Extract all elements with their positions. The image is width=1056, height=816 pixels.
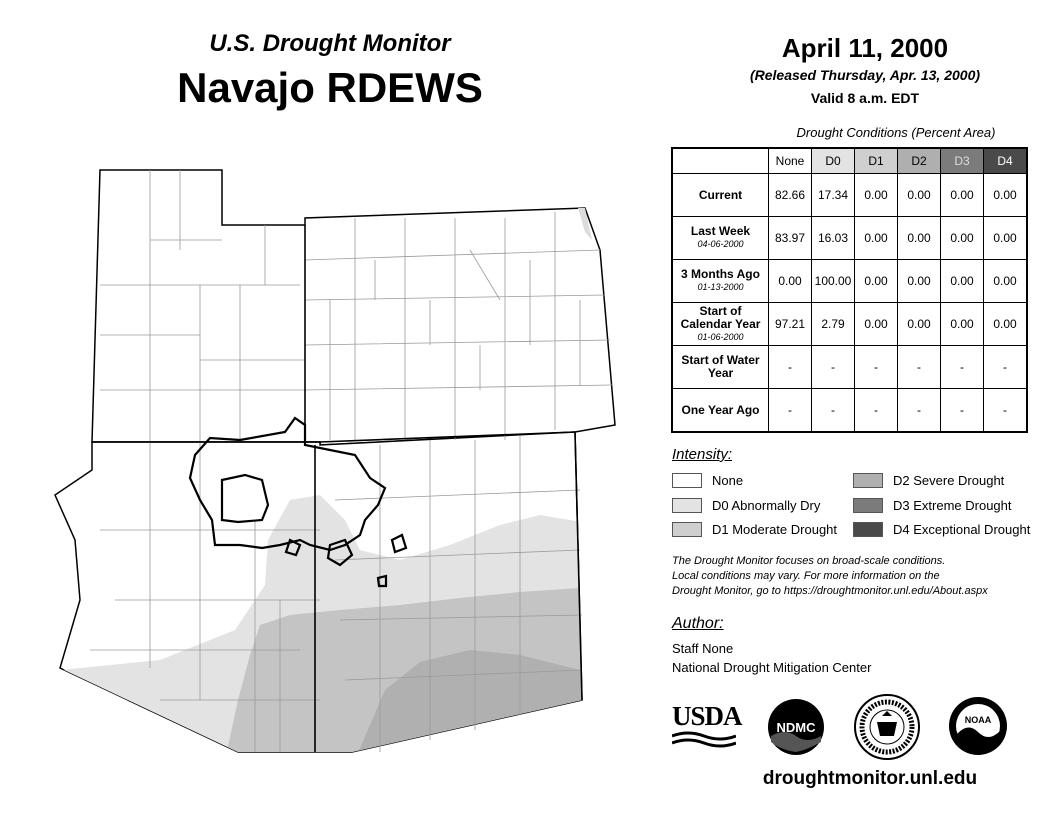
- table-cell: 0.00: [984, 174, 1028, 217]
- table-cell: 97.21: [769, 303, 812, 346]
- noaa-emblem-icon: [948, 696, 1008, 756]
- col-header-d4: D4: [984, 148, 1028, 174]
- table-cell: 0.00: [941, 303, 984, 346]
- note-line-3: Drought Monitor, go to https://droughtmonitor.unl.edu/About.aspx: [672, 585, 988, 597]
- col-header-d1: D1: [855, 148, 898, 174]
- table-cell: -: [769, 346, 812, 389]
- table-cell: 83.97: [769, 217, 812, 260]
- usda-logo-text: USDA: [672, 701, 742, 731]
- row-label: [672, 346, 769, 389]
- table-cell: -: [855, 346, 898, 389]
- drought-stats-table: [671, 147, 1028, 433]
- note-line-1: The Drought Monitor focuses on broad-scale conditions.: [672, 555, 946, 567]
- table-cell: 0.00: [941, 217, 984, 260]
- table-cell: 17.34: [812, 174, 855, 217]
- author-title: Author:: [672, 615, 724, 632]
- table-cell: 0.00: [855, 260, 898, 303]
- table-row-three-months-ago: [672, 260, 1027, 303]
- row-label-text: Start of Calendar Year: [680, 303, 761, 331]
- table-cell: 16.03: [812, 217, 855, 260]
- table-cell: 0.00: [898, 217, 941, 260]
- table-header-row: [672, 148, 1027, 174]
- disclaimer-note: [672, 554, 1042, 599]
- table-cell: -: [898, 346, 941, 389]
- table-cell: 0.00: [941, 174, 984, 217]
- legend-swatch: [853, 473, 883, 488]
- table-cell: 0.00: [855, 217, 898, 260]
- map-title: Navajo RDEWS: [177, 64, 483, 111]
- legend-label: D2 Severe Drought: [893, 472, 1005, 488]
- row-label: [672, 389, 769, 433]
- noaa-logo: [948, 696, 1008, 761]
- table-cell: 82.66: [769, 174, 812, 217]
- noaa-logo-text: NOAA: [964, 715, 992, 725]
- row-label-text: Last Week: [690, 224, 751, 238]
- legend-label: D0 Abnormally Dry: [712, 497, 821, 513]
- table-cell: 0.00: [855, 174, 898, 217]
- row-label-text: Start of Water Year: [681, 353, 760, 380]
- ndmc-logo: [767, 698, 825, 761]
- ndmc-logo-text: NDMC: [776, 720, 816, 735]
- row-date: 04-06-2000: [697, 239, 744, 249]
- table-cell: -: [984, 346, 1028, 389]
- row-date: 01-06-2000: [697, 331, 744, 342]
- table-cell: 0.00: [769, 260, 812, 303]
- table-cell: 0.00: [855, 303, 898, 346]
- header-spacer: [672, 148, 769, 174]
- table-row-start-of-water-year: [672, 346, 1027, 389]
- legend-swatch: [672, 522, 702, 537]
- table-cell: 100.00: [812, 260, 855, 303]
- table-cell: -: [769, 389, 812, 433]
- usda-logo: [672, 701, 742, 748]
- table-cell: -: [941, 346, 984, 389]
- footer-url[interactable]: droughtmonitor.unl.edu: [762, 768, 978, 789]
- table-cell: 0.00: [898, 303, 941, 346]
- table-row-one-year-ago: [672, 389, 1027, 433]
- note-line-2: Local conditions may vary. For more information on the: [672, 570, 940, 582]
- table-row-current: [672, 174, 1027, 217]
- map-subtitle: U.S. Drought Monitor: [209, 30, 451, 57]
- table-cell: 0.00: [898, 260, 941, 303]
- table-cell: -: [898, 389, 941, 433]
- legend-title: Intensity:: [672, 446, 733, 463]
- map-date: April 11, 2000: [781, 33, 949, 63]
- row-label: [672, 217, 769, 260]
- legend-label: D3 Extreme Drought: [893, 497, 1012, 513]
- col-header-d0: D0: [812, 148, 855, 174]
- table-cell: 0.00: [984, 260, 1028, 303]
- valid-time: Valid 8 a.m. EDT: [810, 90, 920, 106]
- table-row-last-week: [672, 217, 1027, 260]
- table-cell: 2.79: [812, 303, 855, 346]
- legend-item-none: [672, 471, 743, 489]
- legend-item-d1: [672, 520, 837, 538]
- col-header-d3: D3: [941, 148, 984, 174]
- row-label-text: Current: [698, 187, 743, 202]
- drought-map: [40, 160, 630, 760]
- legend-swatch: [853, 522, 883, 537]
- legend-swatch: [853, 498, 883, 513]
- col-header-none: None: [769, 148, 812, 174]
- col-header-d2: D2: [898, 148, 941, 174]
- legend-item-d4: [853, 520, 1030, 538]
- table-cell: 0.00: [898, 174, 941, 217]
- table-row-start-of-calendar-year: [672, 303, 1027, 346]
- row-label: [672, 260, 769, 303]
- row-date: 01-13-2000: [697, 282, 744, 292]
- author-name: Staff None: [672, 641, 734, 656]
- row-label: [672, 174, 769, 217]
- usda-waves-icon: [672, 730, 736, 748]
- row-label-text: One Year Ago: [681, 402, 760, 417]
- legend-swatch: [672, 498, 702, 513]
- table-caption: Drought Conditions (Percent Area): [796, 125, 996, 140]
- table-cell: 0.00: [984, 217, 1028, 260]
- legend-swatch: [672, 473, 702, 488]
- table-cell: -: [812, 389, 855, 433]
- commerce-seal-logo: [854, 694, 920, 765]
- table-cell: -: [855, 389, 898, 433]
- legend-item-d3: [853, 496, 1012, 514]
- author-org: National Drought Mitigation Center: [672, 660, 872, 675]
- table-cell: -: [941, 389, 984, 433]
- table-cell: -: [984, 389, 1028, 433]
- legend-label: D4 Exceptional Drought: [893, 521, 1031, 537]
- legend-item-d2: [853, 471, 1004, 489]
- legend-label: None: [712, 472, 744, 488]
- ndmc-emblem-icon: [767, 698, 825, 756]
- table-cell: -: [812, 346, 855, 389]
- table-cell: 0.00: [941, 260, 984, 303]
- release-date: (Released Thursday, Apr. 13, 2000): [749, 67, 981, 83]
- commerce-seal-icon: [854, 694, 920, 760]
- row-label: [672, 303, 769, 346]
- row-label-text: 3 Months Ago: [681, 267, 760, 281]
- legend-label: D1 Moderate Drought: [712, 521, 838, 537]
- table-cell: 0.00: [984, 303, 1028, 346]
- legend-item-d0: [672, 496, 820, 514]
- utah-colorado-region: [92, 170, 615, 445]
